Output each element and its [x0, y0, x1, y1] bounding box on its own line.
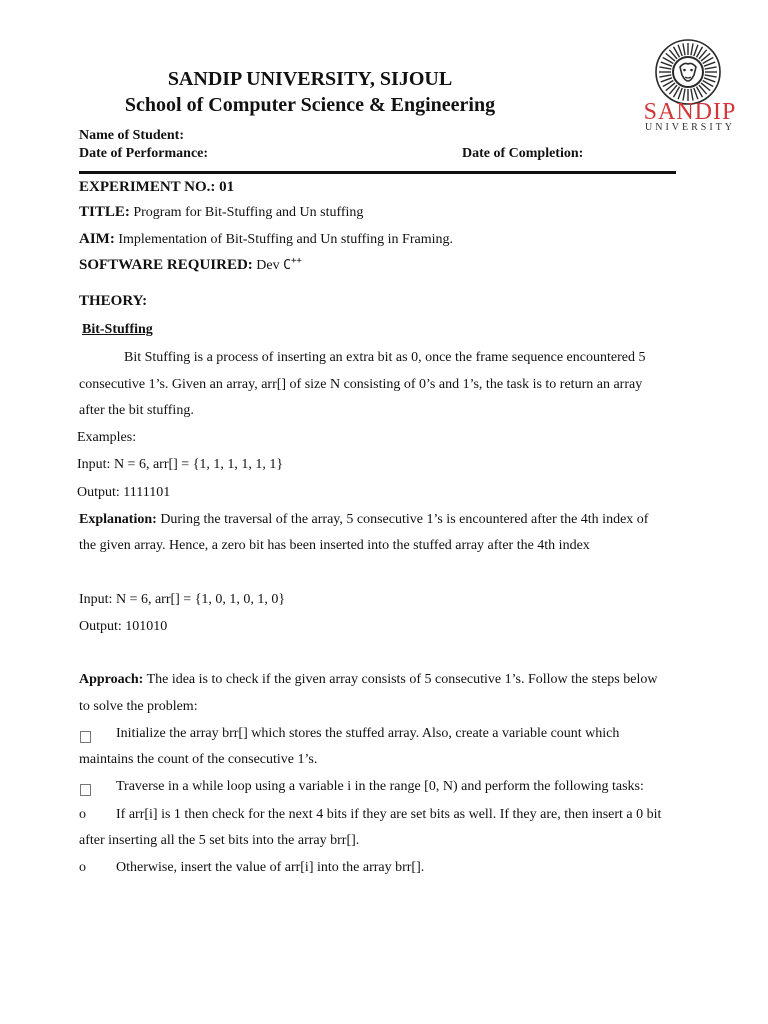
aim-label: AIM: [79, 231, 115, 247]
bullet2-line-1: Traverse in a while loop using a variable i in the range [0, N) and perform the following tasks: [116, 779, 644, 794]
software-sup: ++ [290, 256, 302, 266]
title-text: Program for Bit-Stuffing and Un stuffing [133, 205, 364, 220]
explanation-text-1: During the traversal of the array, 5 consecutive 1’s is encountered after the 4th index of [160, 512, 649, 527]
performance-date-label: Date of Performance: [79, 146, 209, 161]
para-line-3: after the bit stuffing. [79, 403, 194, 418]
software-c: C [283, 258, 291, 273]
explanation-line-1 [79, 507, 648, 534]
explanation-line-2: the given array. Hence, a zero bit has been inserted into the stuffed array after the 4th index [79, 538, 590, 553]
title-line [79, 204, 363, 221]
sub-marker-1: o [79, 807, 86, 822]
title-label: TITLE: [79, 204, 130, 220]
approach-line-2: to solve the problem: [79, 699, 198, 714]
example2-output: Output: 101010 [79, 619, 168, 634]
theory-heading: THEORY: [79, 293, 148, 309]
sub-marker-2: o [79, 860, 86, 875]
example2-input: Input: N = 6, arr[] = {1, 0, 1, 0, 1, 0} [79, 592, 286, 607]
bullet-box-1 [80, 729, 91, 747]
explanation-label: Explanation: [79, 512, 157, 527]
university-name: SANDIP UNIVERSITY, SIJOUL [167, 68, 453, 90]
sub2-line-1: Otherwise, insert the value of arr[i] into the array brr[]. [116, 860, 425, 875]
school-name: School of Computer Science & Engineering [124, 94, 496, 116]
lion-seal-icon [655, 39, 721, 105]
para-line-1: Bit Stuffing is a process of inserting an extra bit as 0, once the frame sequence encountered 5 [124, 350, 646, 365]
approach-text-1: The idea is to check if the given array consists of 5 consecutive 1’s. Follow the steps below [146, 672, 658, 687]
bullet1-line-1: Initialize the array brr[] which stores the stuffed array. Also, create a variable count which [116, 726, 620, 741]
completion-date-label: Date of Completion: [462, 146, 584, 161]
examples-label: Examples: [77, 430, 137, 445]
approach-line-1 [79, 667, 657, 694]
logo-sub: UNIVERSITY [645, 122, 735, 133]
sub1-line-1: If arr[i] is 1 then check for the next 4 bits if they are set bits as well. If they are, then insert a 0 bit [116, 807, 662, 822]
example1-input: Input: N = 6, arr[] = {1, 1, 1, 1, 1, 1} [77, 457, 284, 472]
aim-line [79, 231, 453, 248]
sub1-line-2: after inserting all the 5 set bits into the array brr[]. [79, 833, 360, 848]
logo-brand: SANDIP [643, 99, 737, 125]
bullet1-line-2: maintains the count of the consecutive 1’s. [79, 752, 318, 767]
approach-label: Approach: [79, 672, 144, 687]
student-name-label: Name of Student: [79, 128, 184, 143]
header-divider [79, 171, 676, 174]
example1-output: Output: 1111101 [77, 485, 171, 500]
software-line [79, 256, 302, 274]
section-heading: Bit-Stuffing [82, 322, 153, 337]
para-line-2: consecutive 1’s. Given an array, arr[] of size N consisting of 0’s and 1’s, the task is to return an array [79, 377, 643, 392]
software-text: Dev [256, 258, 280, 273]
bullet-box-2 [80, 782, 91, 800]
aim-text: Implementation of Bit-Stuffing and Un stuffing in Framing. [118, 232, 454, 247]
software-label: SOFTWARE REQUIRED: [79, 257, 253, 273]
experiment-number: EXPERIMENT NO.: 01 [79, 179, 235, 195]
